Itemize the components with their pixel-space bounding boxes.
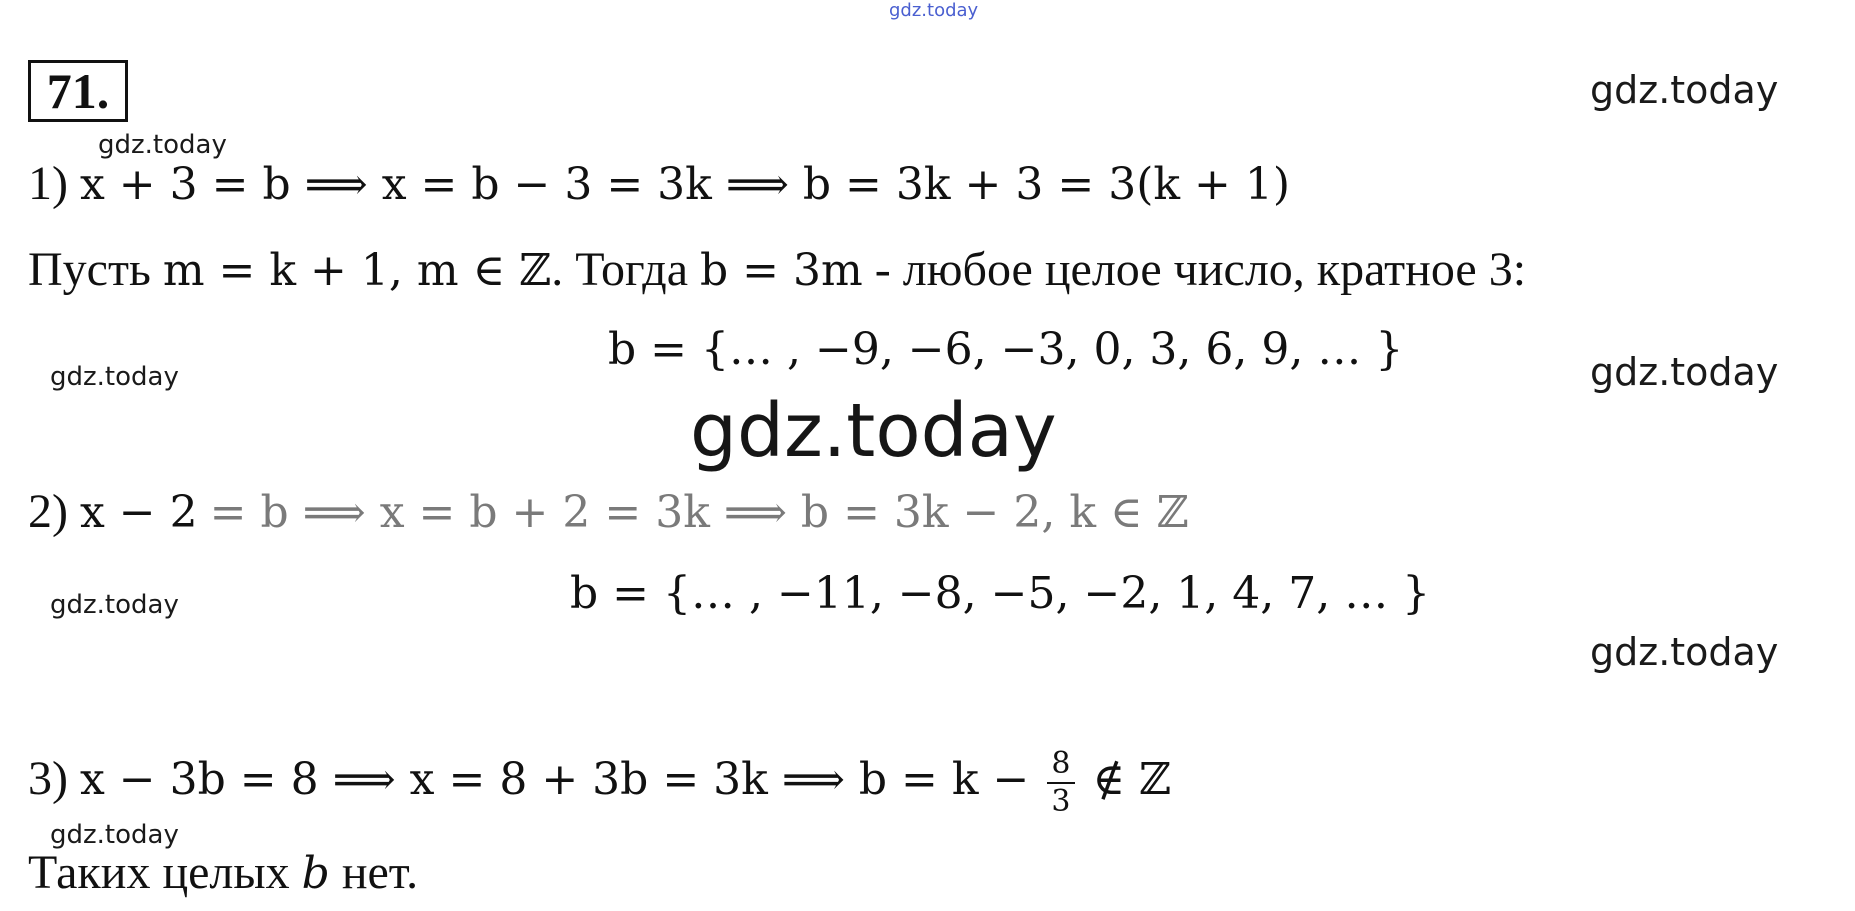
part3-equation-line: [28, 746, 1171, 820]
part3-conclusion-var: [302, 848, 330, 899]
part1-text-suffix: - любое целое число, кратное 3:: [874, 243, 1527, 296]
part2-set: b = {… , −11, −8, −5, −2, 1, 4, 7, … }: [570, 568, 1431, 619]
part1-text-math2: b = 3m: [700, 245, 863, 296]
part3-conclusion-var-text: b: [301, 848, 330, 899]
watermark-center: gdz.today: [690, 388, 1057, 474]
watermark-small-3: gdz.today: [50, 590, 179, 620]
watermark-right-3: gdz.today: [1590, 630, 1779, 674]
watermark-small-1: gdz.today: [98, 130, 227, 160]
part1-text-prefix: Пусть: [28, 243, 151, 296]
part1-text-math1: m = k + 1, m ∈ ℤ: [162, 245, 552, 296]
part3-conclusion-suffix: нет.: [341, 846, 419, 899]
watermark-small-2: gdz.today: [50, 362, 179, 392]
part2-label: 2): [28, 485, 68, 538]
part2-equation-main: x − 2: [79, 487, 198, 538]
part3-fraction-numerator: 8: [1047, 746, 1074, 784]
part3-conclusion-prefix: Таких целых: [28, 846, 290, 899]
part1-equation-line: [28, 156, 1290, 213]
watermark-top: gdz.today: [889, 0, 979, 21]
part1-text-middle: . Тогда: [551, 243, 688, 296]
part3-equation-tail: ∉ ℤ: [1092, 754, 1172, 806]
part2-equation-rest: = b ⟹ x = b + 2 = 3k ⟹ b = 3k − 2, k ∈ ℤ: [209, 487, 1189, 538]
part3-label: 3): [28, 752, 68, 806]
part1-equation: x + 3 = b ⟹ x = b − 3 = 3k ⟹ b = 3k + 3 = 3(k + 1): [79, 159, 1291, 210]
exercise-number: 71.: [28, 60, 128, 122]
part2-equation-line: [28, 484, 1189, 541]
part3-conclusion: [28, 845, 418, 902]
part3-fraction-denominator: 3: [1051, 784, 1071, 819]
part1-label: 1): [28, 157, 68, 210]
part3-equation: x − 3b = 8 ⟹ x = 8 + 3b = 3k ⟹ b = k −: [79, 754, 1030, 806]
part3-fraction: [1047, 746, 1074, 820]
part1-set: b = {… , −9, −6, −3, 0, 3, 6, 9, … }: [608, 324, 1404, 375]
watermark-right-1: gdz.today: [1590, 68, 1779, 112]
watermark-right-2: gdz.today: [1590, 350, 1779, 394]
part1-text-line: [28, 242, 1526, 299]
watermark-small-4: gdz.today: [50, 820, 179, 850]
